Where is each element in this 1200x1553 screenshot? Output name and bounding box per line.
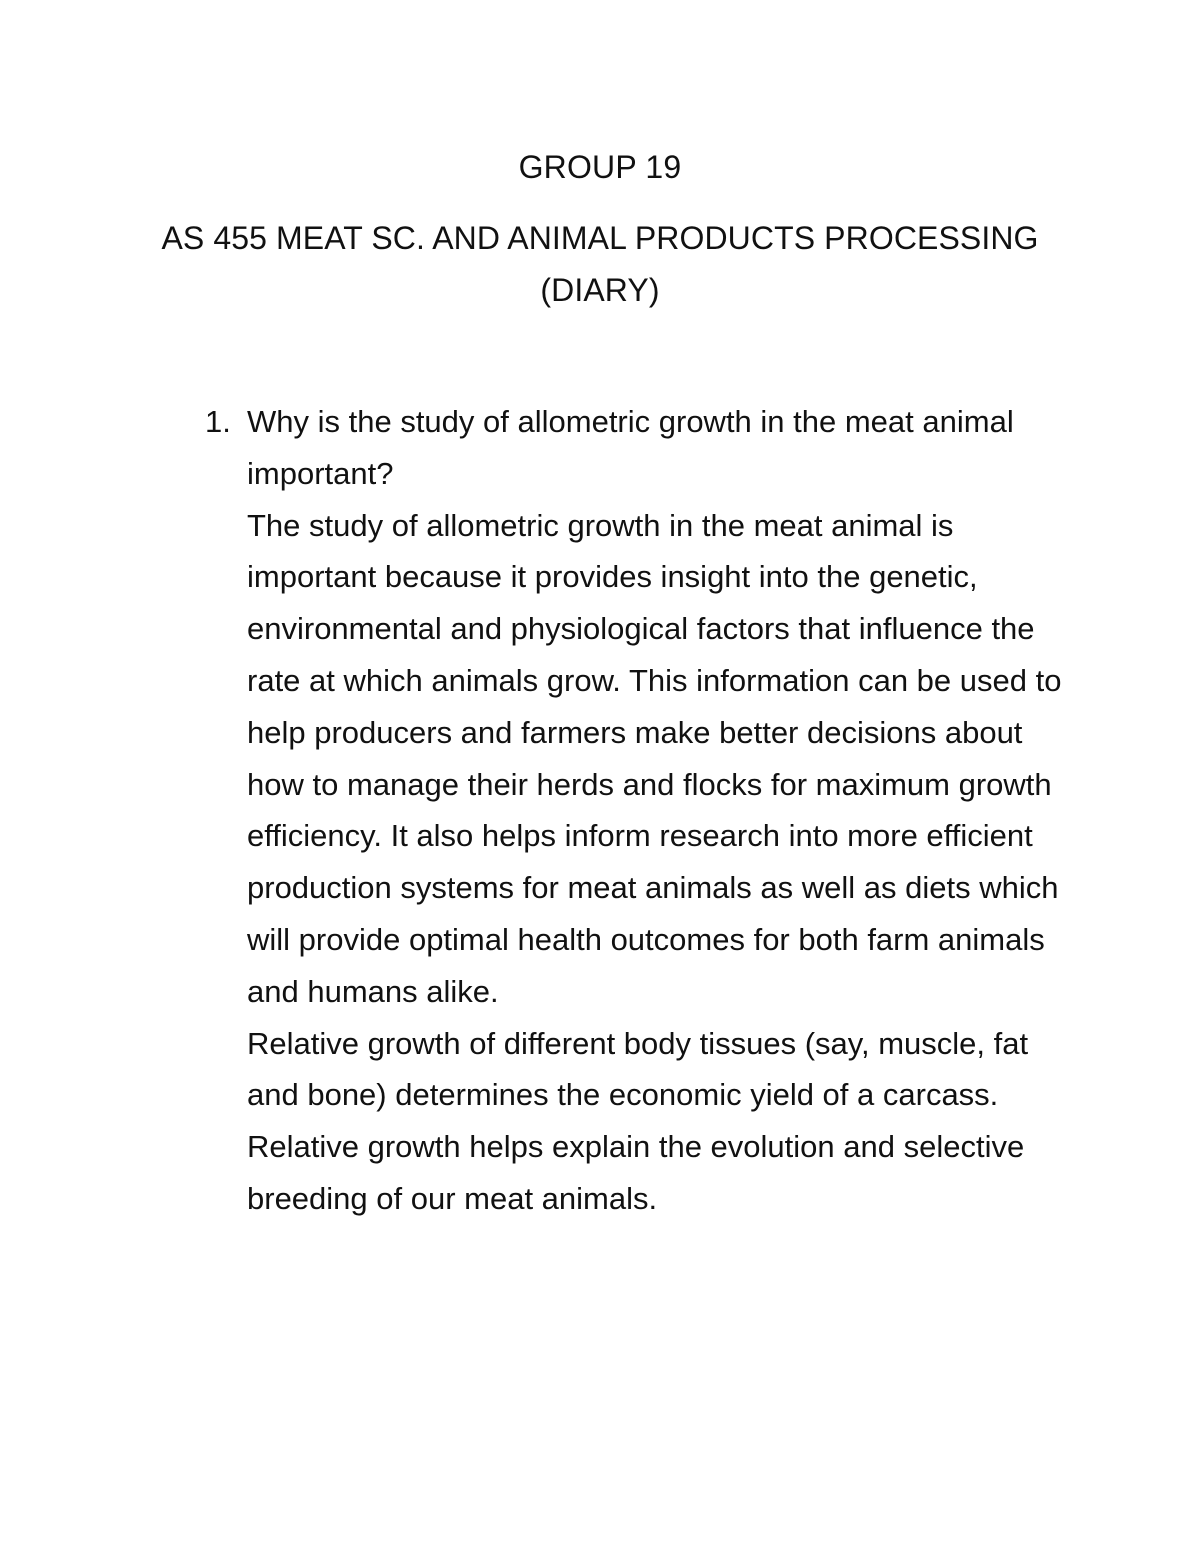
course-title-line-2: (DIARY) [540,272,660,308]
answer-paragraph-2: Relative growth of different body tissues (say, muscle, fat and bone) determines the economic yield of a carcass. Relative growth helps explain the evolution and selective breeding of our meat animals. [247,1025,1029,1216]
answer-paragraph-1: The study of allometric growth in the meat animal is important because it provides insight into the genetic, environmental and physiological factors that influence the rate at which animals grow. This information can be used to help producers and farmers make better decisions about how to manage their herds and flocks for maximum growth efficiency. It also helps inform research into more efficient production systems for meat animals as well as diets which will provide optimal health outcomes for both farm animals and humans alike. [247,507,1062,1009]
question-number: 1. [205,404,231,439]
group-title: GROUP 19 [518,149,682,185]
question-body [247,396,1085,1225]
course-title [150,212,1050,316]
course-title-line-1: AS 455 MEAT SC. AND ANIMAL PRODUCTS PROCESSING [161,220,1039,256]
question-text: Why is the study of allometric growth in the meat animal important? [247,404,1014,491]
